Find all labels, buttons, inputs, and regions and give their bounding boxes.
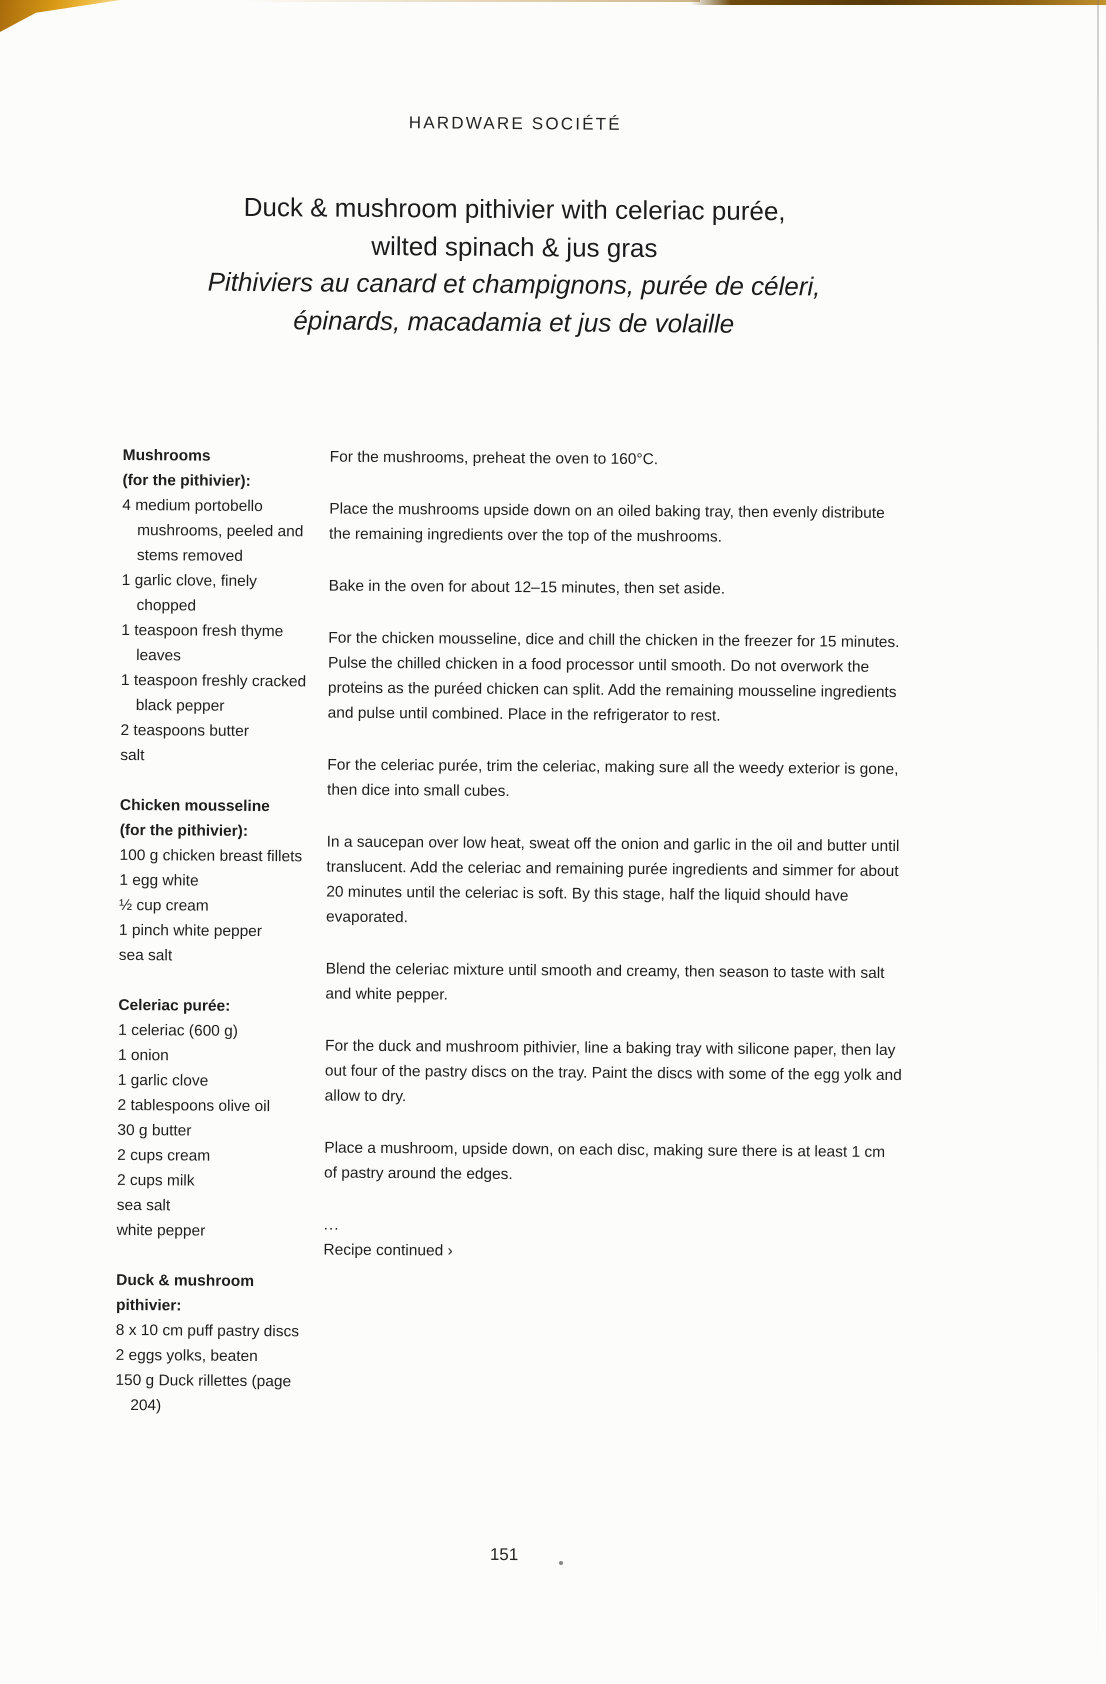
method-paragraph: Bake in the oven for about 12–15 minutes, then set aside. — [328, 577, 726, 598]
ingredient-list — [117, 1018, 315, 1245]
continuation-ellipsis: ... — [323, 1216, 340, 1234]
ingredient-group-chicken-mousseline — [119, 793, 316, 970]
method-paragraphs — [324, 445, 908, 1191]
ingredient-item: 2 tablespoons olive oil — [117, 1096, 271, 1116]
ingredient-item: 2 teaspoons butter — [120, 721, 250, 740]
ingredient-item: 1 egg white — [119, 871, 199, 890]
ingredient-item: 1 teaspoon freshly cracked black pepper — [120, 671, 307, 715]
ingredient-item: 150 g Duck rillettes (page 204) — [115, 1371, 292, 1415]
method-paragraph: For the celeriac purée, trim the celeriac, making sure all the weedy exterior is gone, then dice into small cubes. — [327, 756, 899, 800]
ingredient-item: 1 garlic clove, finely chopped — [121, 571, 258, 615]
method-paragraph: For the mushrooms, preheat the oven to 160°C. — [329, 448, 659, 469]
ingredient-item: 30 g butter — [117, 1121, 192, 1140]
method-paragraph: Place a mushroom, upside down, on each disc, making sure there is at least 1 cm of pastry around the edges. — [323, 1139, 886, 1184]
ingredient-group-celeriac-puree — [117, 993, 315, 1245]
ingredient-heading-line: Duck & mushroom — [116, 1271, 255, 1291]
ingredient-item: salt — [120, 746, 145, 765]
method-paragraph: Place the mushrooms upside down on an oiled baking tray, then evenly distribute the remaining ingredients over the top of the mushrooms. — [329, 500, 885, 546]
page-number: 151 — [489, 1544, 519, 1565]
method-column — [323, 445, 907, 1268]
ingredient-list — [119, 843, 316, 970]
ingredient-item: 1 celeriac (600 g) — [118, 1021, 239, 1040]
ingredient-item: 1 teaspoon fresh thyme leaves — [121, 621, 284, 665]
ingredient-list — [120, 493, 318, 770]
recipe-subtitle-line: épinards, macadamia et jus de volaille — [293, 304, 735, 339]
ingredient-item: 1 garlic clove — [117, 1071, 209, 1090]
method-paragraph: For the duck and mushroom pithivier, line a baking tray with silicone paper, then lay out four of the pastry discs on the tray. Paint the discs with some of the egg yolk and allow to dry. — [324, 1037, 902, 1106]
ingredient-group-heading — [118, 993, 314, 1020]
recipe-title-block — [4, 187, 1025, 345]
ingredient-heading-line: Celeriac purée: — [118, 996, 231, 1015]
method-paragraph: Blend the celeriac mixture until smooth and creamy, then season to taste with salt and white pepper. — [325, 960, 885, 1004]
ingredient-heading-line: (for the pithivier): — [122, 471, 251, 490]
ingredient-group-mushrooms — [120, 443, 319, 770]
ingredient-item: 2 eggs yolks, beaten — [115, 1346, 258, 1366]
ingredient-item: white pepper — [116, 1221, 206, 1240]
ingredient-group-heading — [116, 1268, 312, 1320]
ingredient-group-duck-mushroom-pithivier — [115, 1268, 312, 1420]
ingredient-item: ½ cup cream — [119, 896, 209, 915]
method-paragraph: For the chicken mousseline, dice and chill the chicken in the freezer for 15 minutes. Pulse the chilled chicken in a food processor until smooth. Do not overwork the proteins as the puréed chicken can split. Add the remaining mousseline ingredients and pulse until combined. Place in the refrigerator to rest. — [327, 629, 900, 725]
ingredient-heading-line: pithivier: — [115, 1296, 182, 1315]
recipe-title-line: wilted spinach & jus gras — [371, 230, 658, 263]
ingredient-item: 8 x 10 cm puff pastry discs — [115, 1321, 300, 1341]
ingredient-item: 1 onion — [117, 1046, 169, 1065]
method-paragraph: In a saucepan over low heat, sweat off the onion and garlic in the oil and butter until translucent. Add the celeriac and remaining purée ingredients and simmer for about 20 minutes until the celeriac is soft. By this stage, half the liquid should have evaporated. — [326, 833, 900, 927]
recipe-subtitle-line: Pithiviers au canard et champignons, purée de céleri, — [207, 266, 821, 302]
print-speck — [559, 1561, 563, 1565]
recipe-continued-note: Recipe continued › — [323, 1241, 453, 1260]
book-section-header: HARDWARE SOCIÉTÉ — [408, 113, 622, 134]
recipe-title-line: Duck & mushroom pithivier with celeriac purée, — [243, 191, 786, 227]
ingredient-heading-line: Mushrooms — [122, 446, 211, 465]
ingredient-group-heading — [120, 793, 316, 845]
ingredient-item: 1 pinch white pepper — [118, 921, 263, 941]
ingredient-item: 2 cups milk — [116, 1171, 195, 1190]
ingredient-item: sea salt — [116, 1196, 171, 1215]
ingredient-item: sea salt — [118, 946, 173, 965]
ingredient-list — [115, 1318, 312, 1420]
ingredient-heading-line: Chicken mousseline — [119, 796, 270, 816]
ingredient-item: 2 cups cream — [117, 1146, 211, 1165]
ingredient-item: 4 medium portobello mushrooms, peeled and stems removed — [122, 496, 304, 565]
ingredient-group-heading — [122, 443, 318, 495]
ingredient-item: 100 g chicken breast fillets — [119, 846, 303, 866]
ingredient-heading-line: (for the pithivier): — [119, 821, 249, 840]
ingredients-column — [115, 443, 319, 1445]
